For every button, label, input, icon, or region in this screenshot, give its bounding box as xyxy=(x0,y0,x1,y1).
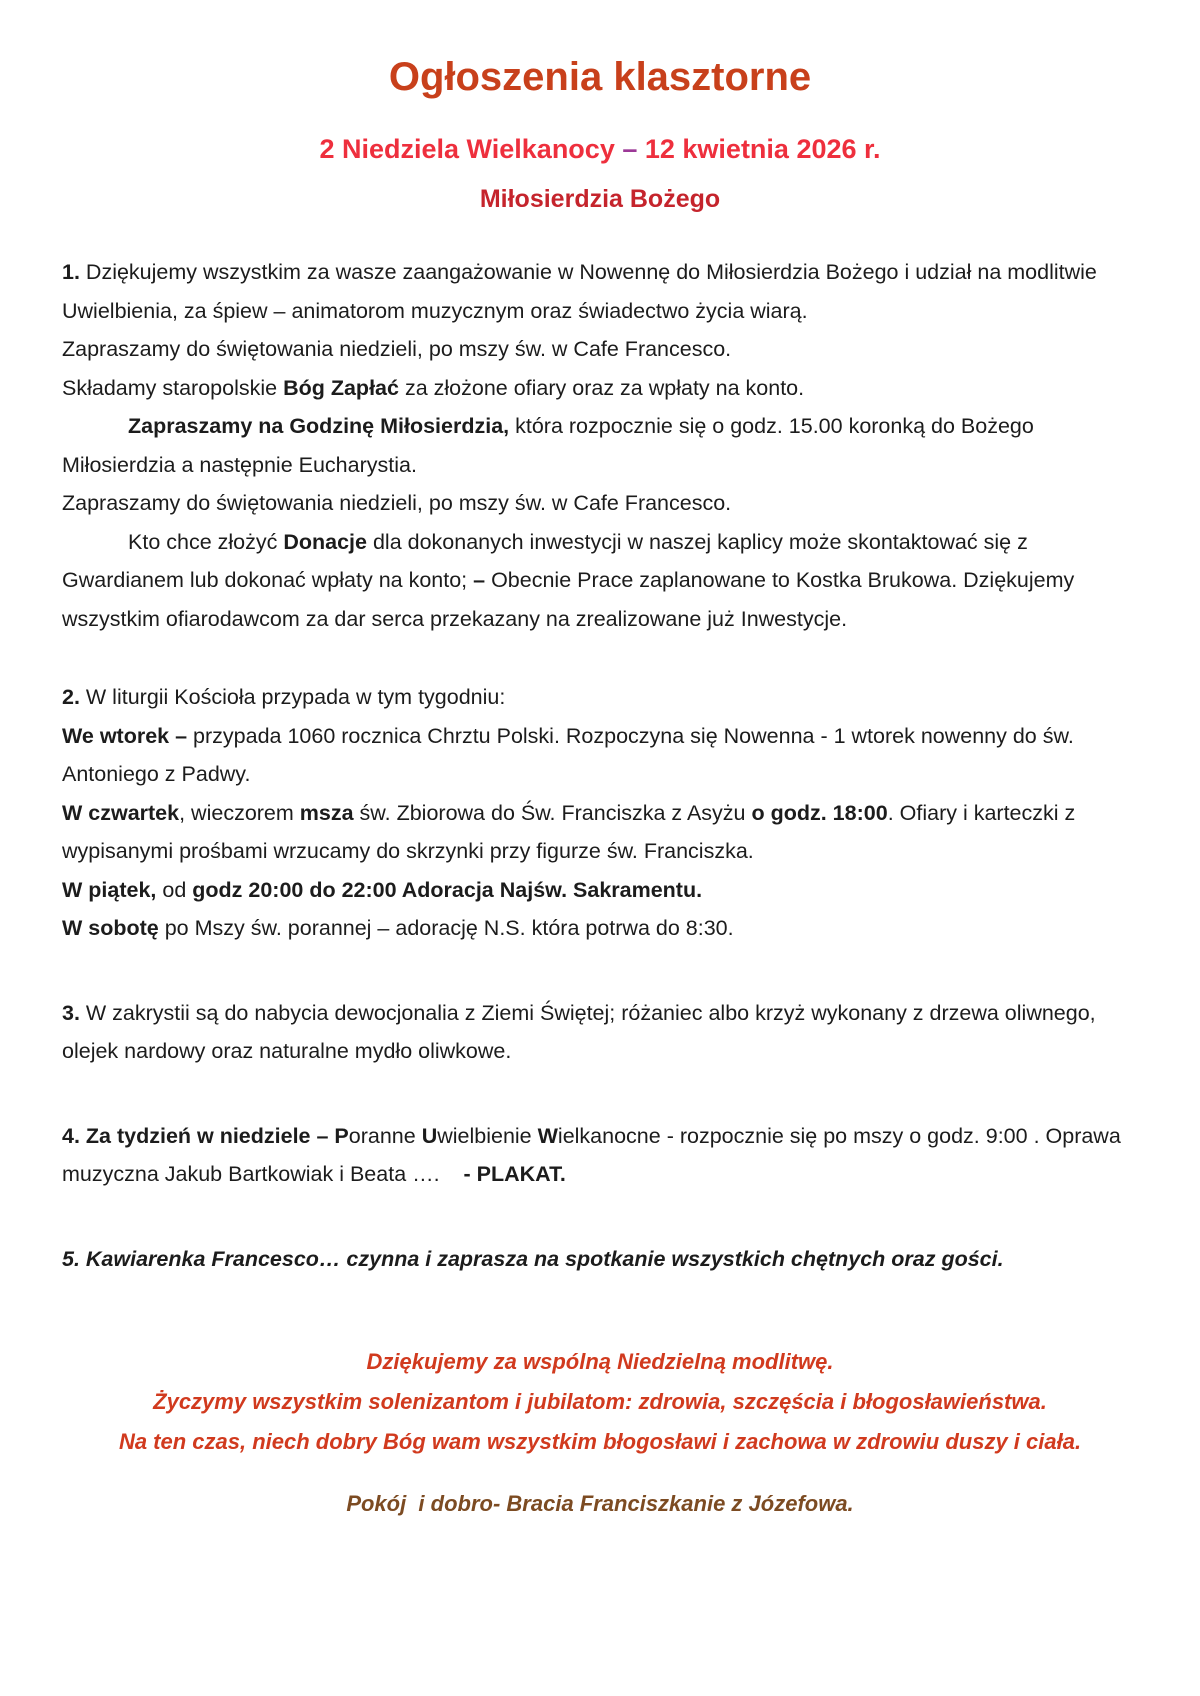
text-run: 3. xyxy=(62,1000,80,1025)
text-run: Zapraszamy na Godzinę Miłosierdzia, xyxy=(128,414,510,438)
text-run: msza xyxy=(299,800,354,825)
text-run: od xyxy=(156,877,193,902)
text-run: oranne xyxy=(348,1123,422,1148)
announcement-2-friday xyxy=(62,871,1138,910)
text-run: W sobotę xyxy=(62,916,159,940)
text-run: Dziękujemy wszystkim za wasze zaangażowanie w Nowennę do Miłosierdzia Bożego i udział na modlitwie Uwielbienia, za śpiew – animatorom muzycznym oraz świadectwo życia wiarą. xyxy=(62,260,1097,323)
text-run: 2. xyxy=(62,685,80,709)
text-run: W zakrystii są do nabycia dewocjonalia z Ziemi Świętej; różaniec albo krzyż wykonany z drzewa oliwnego, olejek nardowy oraz naturalne mydło oliwkowe. xyxy=(62,1000,1096,1063)
announcement-1-mercy-hour xyxy=(62,407,1138,484)
text-run: Kto chce złożyć xyxy=(128,529,284,554)
footer-signature xyxy=(62,1484,1138,1524)
text-run: dla dokonanych inwestycji w naszej kaplicy może skontaktować się z Gwardianem lub dokonać wpłaty na konto; xyxy=(62,529,1028,592)
footer-blessing xyxy=(62,1422,1138,1462)
text-run: Dziękujemy za wspólną Niedzielną modlitwę. xyxy=(366,1349,834,1374)
text-run: przypada 1060 rocznica Chrztu Polski. Rozpoczyna się Nowenna - 1 wtorek nowenny do św. Antoniego z Padwy. xyxy=(62,723,1074,786)
doc-date xyxy=(62,132,1138,166)
text-run: o godz. 18:00 xyxy=(751,800,888,825)
announcement-2-thursday xyxy=(62,794,1138,871)
text-run: W xyxy=(537,1123,558,1148)
text-run: 4. Za tydzień w niedziele – P xyxy=(62,1123,349,1148)
text-run: Miłosierdzia Bożego xyxy=(479,185,721,213)
text-run: Składamy staropolskie xyxy=(62,375,284,400)
text-run: U xyxy=(421,1123,438,1148)
text-run: Na ten czas, niech dobry Bóg wam wszystkim błogosławi i zachowa w zdrowiu duszy i ciała. xyxy=(118,1429,1082,1454)
text-run: Donacje xyxy=(283,529,367,554)
text-run: 12 kwietnia 2026 r. xyxy=(637,134,881,164)
text-run: godz 20:00 do 22:00 Adoracja Najśw. Sakramentu. xyxy=(192,877,703,902)
text-run: Bóg Zapłać xyxy=(283,375,399,400)
text-run: W liturgii Kościoła przypada w tym tygodniu: xyxy=(79,685,506,709)
text-run: wielbienie xyxy=(437,1123,538,1148)
announcement-3 xyxy=(62,994,1138,1071)
announcement-1-cafe xyxy=(62,330,1138,369)
announcement-2 xyxy=(62,678,1138,717)
text-run: Obecnie Prace zaplanowane to Kostka Brukowa. Dziękujemy wszystkim ofiarodawcom za dar serca przekazany na zrealizowane już Inwestycje. xyxy=(62,568,1075,631)
text-run: 5. Kawiarenka Francesco… czynna i zaprasza na spotkanie wszystkich chętnych oraz gości. xyxy=(62,1246,1004,1271)
text-run: za złożone ofiary oraz za wpłaty na konto. xyxy=(398,375,805,400)
text-run: która rozpocznie się o godz. 15.00 koronką do Bożego Miłosierdzia a następnie Eucharystia. xyxy=(62,414,1034,477)
text-run: św. Zbiorowa do Św. Franciszka z Asyżu xyxy=(353,800,752,825)
text-run: , wieczorem xyxy=(179,800,300,825)
doc-title xyxy=(62,54,1138,100)
announcement-1 xyxy=(62,253,1138,330)
announcement-4 xyxy=(62,1117,1138,1194)
text-run: Zapraszamy do świętowania niedzieli, po mszy św. w Cafe Francesco. xyxy=(62,491,732,515)
text-run: ielkanocne - rozpocznie się po mszy o godz. 9:00 . Oprawa muzyczna Jakub Bartkowiak i Beata …. xyxy=(62,1123,1121,1186)
feast-name xyxy=(62,184,1138,215)
announcement-1-offerings xyxy=(62,369,1138,408)
text-run: 2 Niedziela Wielkanocy xyxy=(319,134,623,164)
announcement-1-donations xyxy=(62,523,1138,639)
text-run: 1. xyxy=(62,260,80,284)
text-run: Życzymy wszystkim solenizantom i jubilatom: zdrowia, szczęścia i błogosławieństwa. xyxy=(153,1389,1047,1414)
text-run: W piątek, xyxy=(62,877,157,902)
text-run: . Ofiary i karteczki z wypisanymi prośbami wrzucamy do skrzynki przy figurze św. Franciszka. xyxy=(62,800,1076,863)
announcement-2-tuesday xyxy=(62,717,1138,794)
text-run: We wtorek – xyxy=(62,723,188,748)
footer-wishes xyxy=(62,1382,1138,1422)
announcement-1-cafe-repeat xyxy=(62,484,1138,523)
text-run: po Mszy św. porannej – adorację N.S. która potrwa do 8:30. xyxy=(158,916,734,940)
text-run: Pokój i dobro- Bracia Franciszkanie z Józefowa. xyxy=(346,1491,854,1516)
announcement-5 xyxy=(62,1240,1138,1279)
text-run: Ogłoszenia klasztorne xyxy=(388,55,812,99)
text-run: – xyxy=(473,568,486,592)
text-run: – xyxy=(622,134,638,164)
announcement-2-saturday xyxy=(62,909,1138,948)
footer-thanks xyxy=(62,1342,1138,1382)
text-run: W czwartek xyxy=(62,800,180,825)
text-run: Zapraszamy do świętowania niedzieli, po mszy św. w Cafe Francesco. xyxy=(62,337,732,361)
text-run: - PLAKAT. xyxy=(463,1162,566,1186)
